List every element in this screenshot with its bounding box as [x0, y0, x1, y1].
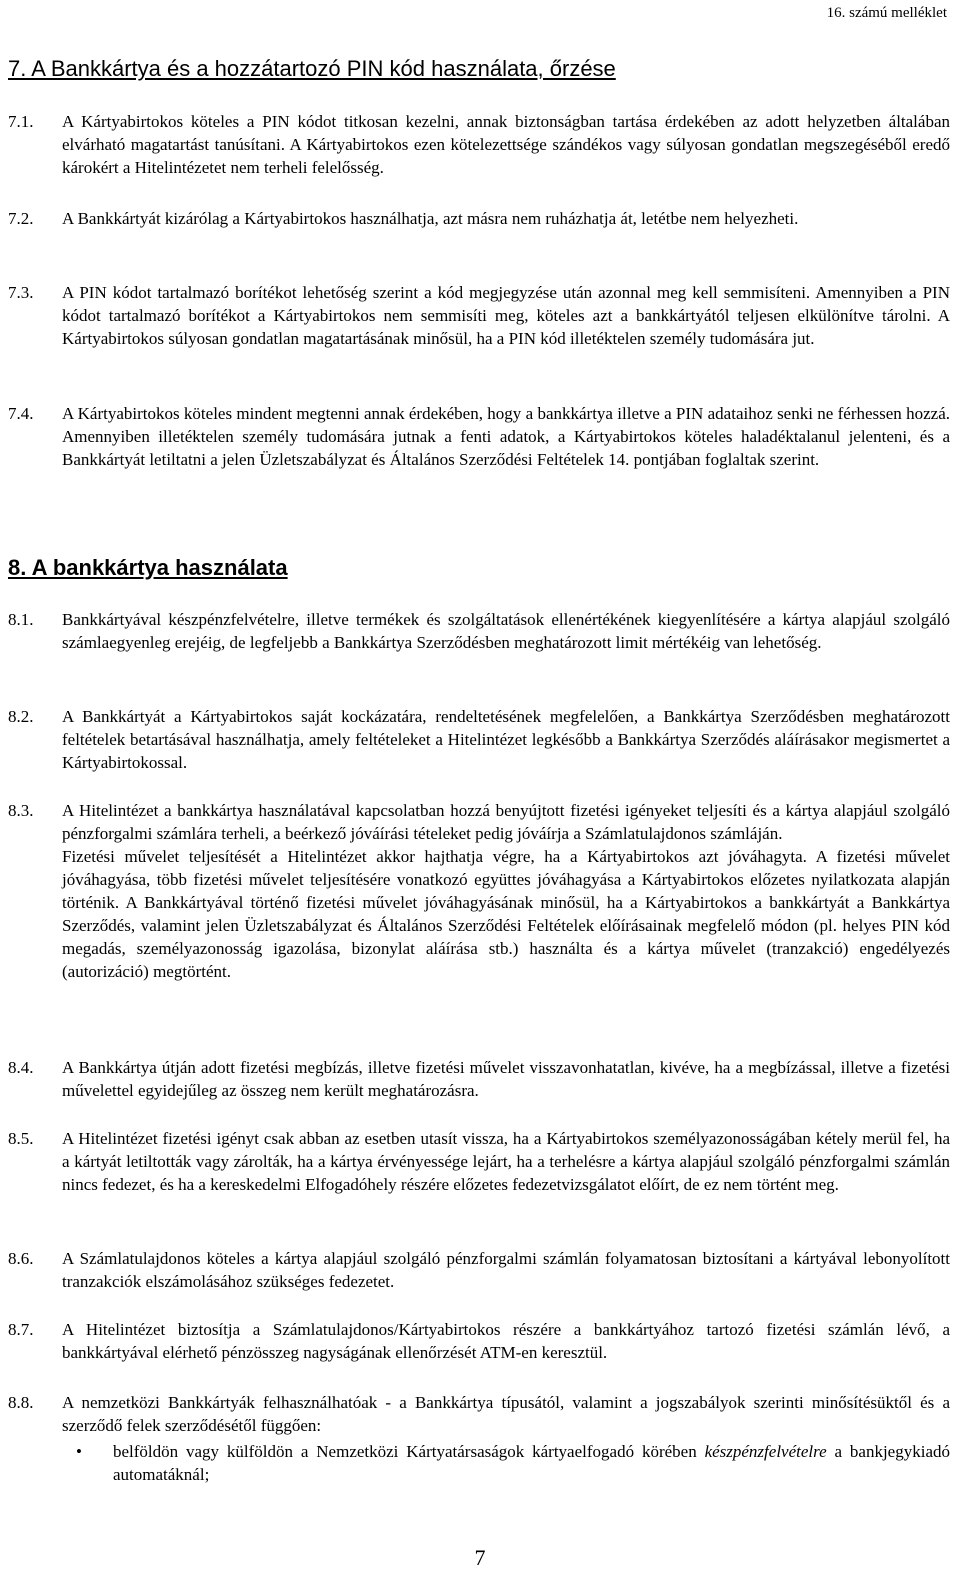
paragraph-7-4 [8, 402, 950, 471]
paragraph-text: A nemzetközi Bankkártyák felhasználhatóak - a Bankkártya típusától, valamint a jogszabályok szerinti minősítésüktől és a szerződő felek szerződésétől függően: [62, 1393, 950, 1435]
paragraph-number: 7.1. [8, 112, 34, 131]
paragraph-number: 8.7. [8, 1320, 34, 1339]
bullet-icon: • [76, 1442, 82, 1461]
paragraph-8-3 [8, 799, 950, 983]
paragraph-number: 8.5. [8, 1129, 34, 1148]
paragraph-text: A Hitelintézet fizetési igényt csak abban az esetben utasít vissza, ha a Kártyabirtokos személyazonosságában kétely merül fel, ha a kártyát letiltották vagy zárolták, ha a kártya érvényessége lejárt, ha a terhelésre a kártya alapjául szolgáló pénzforgalmi számlán nincs fedezet, és ha a kereskedelmi Elfogadóhely részére előzetes fedezetvizsgálatot előírt, de ez nem történt meg. [62, 1129, 950, 1194]
paragraph-number: 8.1. [8, 610, 34, 629]
bullet-text [113, 1440, 950, 1486]
list-item [8, 1440, 950, 1486]
paragraph-7-1 [8, 110, 950, 179]
paragraph-8-8 [8, 1391, 950, 1437]
section-7-heading: 7. A Bankkártya és a hozzátartozó PIN kód használata, őrzése [8, 56, 616, 81]
paragraph-text: A Kártyabirtokos köteles mindent megtenni annak érdekében, hogy a bankkártya illetve a PIN adataihoz senki ne férhessen hozzá. Amennyiben illetéktelen személy tudomására jutnak a fenti adatok, a Kártyabirtokos köteles haladéktalanul jelenteni, és a Bankkártyát letiltatni a jelen Üzletszabályzat és Általános Szerződési Feltételek 14. pontjában foglaltak szerint. [62, 404, 950, 469]
paragraph-text: A Hitelintézet a bankkártya használatával kapcsolatban hozzá benyújtott fizetési igényeket teljesíti és a kártya alapjául szolgáló pénzforgalmi számlára terheli, a beérkező jóváírási tételeket pedig jóváírja a Számlatulajdonos számláján. [62, 801, 950, 843]
paragraph-8-4 [8, 1056, 950, 1102]
page-number: 7 [474, 1545, 486, 1570]
paragraph-8-7 [8, 1318, 950, 1364]
paragraph-8-2 [8, 705, 950, 774]
paragraph-text: A PIN kódot tartalmazó borítékot lehetőség szerint a kód megjegyzése után azonnal meg kell semmisíteni. Amennyiben a PIN kódot tartalmazó borítékot a Kártyabirtokos nem semmisíti meg, köteles azt a bankkártyától teljesen elkülönítve tárolni. A Kártyabirtokos súlyosan gondatlan magatartásának minősül, ha a PIN kód illetéktelen személy tudomására jut. [62, 283, 950, 348]
paragraph-8-5 [8, 1127, 950, 1196]
bullet-lead: belföldön vagy külföldön a Nemzetközi Kártyatársaságok kártyaelfogadó körében [113, 1442, 697, 1461]
paragraph-number: 8.4. [8, 1058, 34, 1077]
paragraph-number: 7.3. [8, 283, 34, 302]
paragraph-text: Bankkártyával készpénzfelvételre, illetve termékek és szolgáltatások ellenértékének kiegyenlítésére a kártya alapjául szolgáló számlaegyenleg erejéig, de legfeljebb a Bankkártya Szerződésben meghatározott limit mértékéig van lehetőség. [62, 610, 950, 652]
paragraph-8-6 [8, 1247, 950, 1293]
annex-label: 16. számú melléklet [826, 5, 947, 21]
paragraph-text: A Számlatulajdonos köteles a kártya alapjául szolgáló pénzforgalmi számlán folyamatosan biztosítani a kártyával lebonyolított tranzakciók elszámolásához szükséges fedezetet. [62, 1249, 950, 1291]
paragraph-number: 7.2. [8, 209, 34, 228]
paragraph-8-1 [8, 608, 950, 654]
paragraph-text: A Bankkártya útján adott fizetési megbízás, illetve fizetési művelet visszavonhatatlan, kivéve, ha a megbízással, illetve a fizetési művelettel egyidejűleg az összeg nem került meghatározásra. [62, 1058, 950, 1100]
paragraph-text: A Kártyabirtokos köteles a PIN kódot titkosan kezelni, annak biztonságban tartása érdekében az adott helyzetben általában elvárható magatartást tanúsítani. A Kártyabirtokos ezen kötelezettsége szándékos vagy súlyosan gondatlan megszegéséből eredő károkért a Hitelintézetet nem terheli felelősség. [62, 112, 950, 177]
paragraph-number: 7.4. [8, 404, 34, 423]
paragraph-number: 8.2. [8, 707, 34, 726]
paragraph-number: 8.3. [8, 801, 34, 820]
section-8-heading: 8. A bankkártya használata [8, 555, 288, 580]
paragraph-7-3 [8, 281, 950, 350]
bullet-emphasis: készpénzfelvételre [704, 1442, 827, 1461]
paragraph-text: A Bankkártyát a Kártyabirtokos saját kockázatára, rendeltetésének megfelelően, a Bankkártya Szerződésben meghatározott feltételek betartásával használhatja, amely feltételeket a Hitelintézet legkésőbb a Bankkártya Szerződés aláírásakor megismertet a Kártyabirtokossal. [62, 707, 950, 772]
paragraph-7-2 [8, 207, 950, 230]
paragraph-number: 8.8. [8, 1393, 34, 1412]
paragraph-text: A Bankkártyát kizárólag a Kártyabirtokos használhatja, azt másra nem ruházhatja át, letétbe nem helyezheti. [62, 209, 799, 228]
bullet-tail: a bankjegykiadó automatáknál; [113, 1442, 950, 1484]
paragraph-number: 8.6. [8, 1249, 34, 1268]
paragraph-continuation: Fizetési művelet teljesítését a Hitelintézet akkor hajthatja végre, ha a Kártyabirtokos azt jóváhagyta. A fizetési művelet jóváhagyása, több fizetési művelet teljesítésére vonatkozó együttes jóváhagyása a Kártyabirtokos előzetes nyilatkozata alapján történik. A Bankkártyával történő fizetési művelet jóváhagyásának minősül, ha a Kártyabirtokos a bankkártyát a Bankkártya Szerződés, valamint jelen Üzletszabályzat és Általános Szerződési Feltételek előírásainak megfelelő módon (pl. helyes PIN kód megadás, személyazonosság igazolása, bizonylat aláírása stb.) használta és a kártya művelet (tranzakció) engedélyezés (autorizáció) megtörtént. [62, 847, 950, 981]
paragraph-text: A Hitelintézet biztosítja a Számlatulajdonos/Kártyabirtokos részére a bankkártyához tartozó fizetési számlán lévő, a bankkártyával elérhető pénzösszeg nagyságának ellenőrzését ATM-en keresztül. [62, 1320, 950, 1362]
